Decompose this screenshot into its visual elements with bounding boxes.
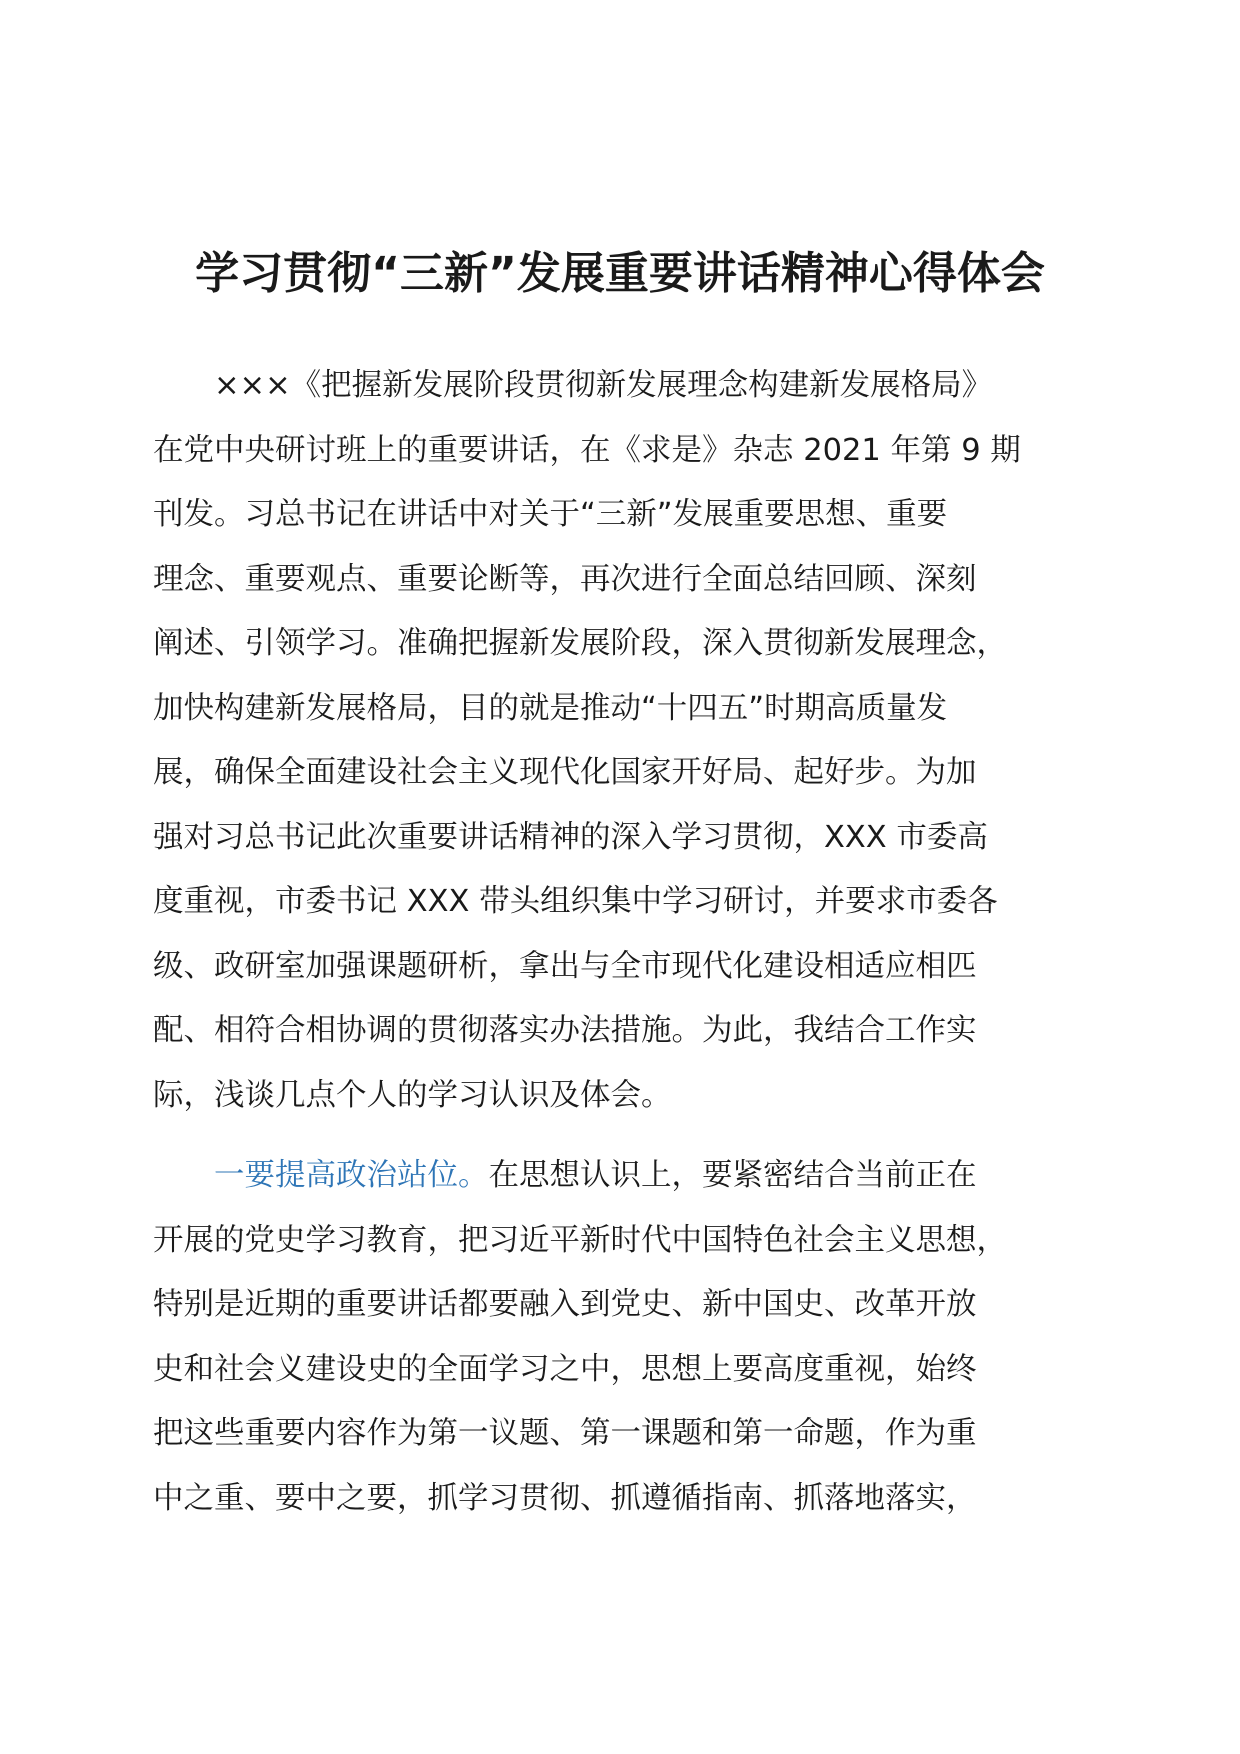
text-line: 加快构建新发展格局，目的就是推动“十四五”时期高质量发 [153,690,948,726]
text-line: 特别是近期的重要讲话都要融入到党史、新中国史、改革开放 [153,1287,977,1322]
text-line: 强对习总书记此次重要讲话精神的深入学习贯彻，XXX 市委高 [153,819,988,855]
paragraph-spacer [153,1128,1113,1144]
text-line: 展，确保全面建设社会主义现代化国家开好局、起好步。为加 [153,755,977,790]
text-line: 配、相符合相协调的贯彻落实办法措施。为此，我结合工作实 [153,1013,977,1048]
document-body [153,354,1113,1531]
text-line: 开展的党史学习教育，把习近平新时代中国特色社会主义思想， [153,1222,1007,1258]
text-line: 度重视，市委书记 XXX 带头组织集中学习研讨，并要求市委各 [153,884,998,919]
document-title: 学习贯彻“三新”发展重要讲话精神心得体会 [195,248,1045,299]
text-line: 理念、重要观点、重要论断等，再次进行全面总结回顾、深刻 [153,561,977,597]
text-line: ×××《把握新发展阶段贯彻新发展理念构建新发展格局》 [153,368,993,403]
text-line: 把这些重要内容作为第一议题、第一课题和第一命题，作为重 [153,1416,977,1451]
text-line: 中之重、要中之要，抓学习贯彻、抓遵循指南、抓落地落实， [153,1480,977,1516]
text-line: 级、政研室加强课题研析，拿出与全市现代化建设相适应相匹 [153,948,977,984]
text-line: 史和社会义建设史的全面学习之中，思想上要高度重视，始终 [153,1351,977,1387]
paragraph-indent [153,1158,214,1193]
paragraph-intro [153,354,1113,1128]
text-run: 在思想认识上，要紧密结合当前正在 [488,1158,977,1193]
text-line [153,1144,1113,1209]
text-line: 际，浅谈几点个人的学习认识及体会。 [153,1077,672,1113]
section-heading: 一要提高政治站位。 [214,1158,489,1193]
paragraph-political-stance [153,1144,1113,1531]
text-line: 在党中央研讨班上的重要讲话，在《求是》杂志 2021 年第 9 期 [153,432,1021,468]
text-line: 刊发。习总书记在讲话中对关于“三新”发展重要思想、重要 [153,497,948,532]
text-line: 阐述、引领学习。准确把握新发展阶段，深入贯彻新发展理念， [153,626,1007,661]
